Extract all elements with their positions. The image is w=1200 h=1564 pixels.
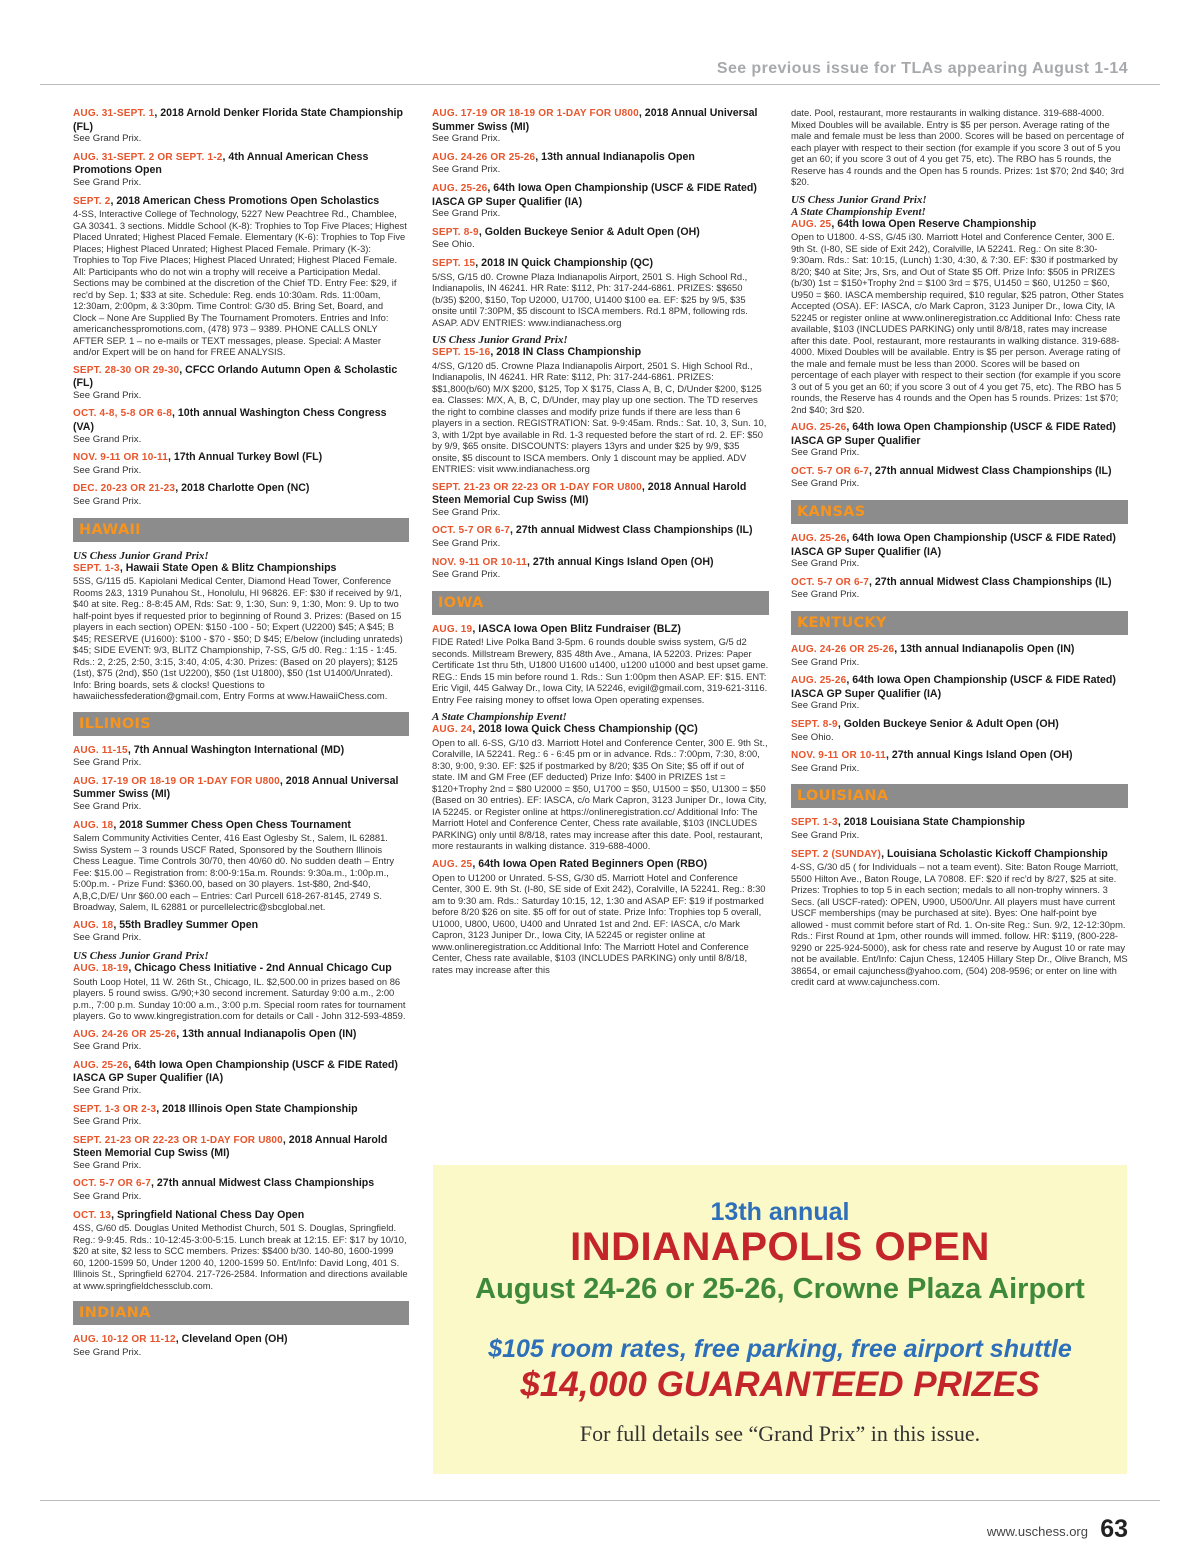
listing-details: See Grand Prix.: [73, 801, 142, 813]
listing-details: 4SS, G/60 d5. Douglas United Methodist Church, 501 S. Douglas, Springfield. Reg.: 9-9:45. Rds.: 10-12:45-3:00-5:15. Lunch break at 12:15. EF: $17 by 10/10, $20 at site, $2 less to SCC members. Prizes: $$400 b/30. 140-80, 1600-1999 60, 1200-1599 50, Under 1200 40, 1200-1599 50. Ent/Info: David Long, 401 S. Illinois St., Springfield 62704. 217-726-2584. Information and directions available at www.springfieldchessclub.com.: [73, 1222, 408, 1291]
listing-date: AUG. 10-12 OR 11-12: [73, 1334, 176, 1346]
listing-details: See Grand Prix.: [432, 538, 501, 549]
listing-date: SEPT. 1-3: [791, 817, 838, 829]
listing-date: SEPT. 2 (SUNDAY): [791, 848, 882, 860]
tournament-listing: [73, 482, 409, 507]
listing-heading: [73, 107, 409, 133]
listing-date: SEPT. 21-23 OR 22-23 OR 1-DAY FOR U800: [73, 1134, 283, 1146]
listing-title: , Cleveland Open (OH): [175, 1333, 288, 1346]
listing-details: See Ohio.: [791, 731, 834, 743]
tournament-listing: [73, 1209, 409, 1292]
listing-title: , 2018 Illinois Open State Championship: [156, 1102, 358, 1115]
listing-details: See Grand Prix.: [791, 558, 860, 570]
listing-title: , 27th annual Midwest Class Championships (IL): [869, 464, 1112, 477]
tournament-listing: [432, 556, 769, 581]
listing-heading: [432, 623, 769, 637]
listing-date: AUG. 24-26 OR 25-26: [791, 644, 895, 656]
listing-heading: [791, 576, 1128, 590]
listing-details: See Grand Prix.: [73, 1116, 142, 1128]
listing-date: AUG. 25-26: [73, 1059, 129, 1071]
listing-date: NOV. 9-11 OR 10-11: [791, 750, 886, 762]
listing-details: See Grand Prix.: [432, 569, 501, 581]
tournament-listing: [73, 407, 409, 445]
listing-details: See Grand Prix.: [791, 478, 860, 490]
listing-title: , 4th Annual American Chess Promotions Open: [73, 150, 369, 177]
listing-title: , 17th Annual Turkey Bowl (FL): [167, 451, 323, 464]
grand-prix-note: A State Championship Event!: [432, 711, 567, 724]
listing-title: , 2018 Arnold Denker Florida State Championship (FL): [73, 107, 403, 133]
listing-heading: [73, 1059, 409, 1085]
header-rule: [40, 84, 1160, 85]
tournament-listing: [791, 532, 1128, 570]
listing-heading: [73, 1209, 409, 1223]
listing-details: 5SS, G/115 d5. Kapiolani Medical Center, Diamond Head Tower, Conference Rooms 2&3, 1319 Punahou St., Honolulu, HI 96826. EF: $30 if received by 9/1, $40 at site. Reg.: 8-8:45 AM, Rds: Sat: 9, 1:30, Sun: 9, 1:30, Mon: 9. Up to two half-point byes if requested prior to beginning of Round 3. Prizes: (Based on 15 players in each section) OPEN: $150 -100 - 50; Expert (U2200) $45; A $45; B $45; RESERVE (U1600): $100 - $70 - $50; D $45; E/below (including unrateds) $45; SIDE EVENT: 9/3, BLITZ Championship, 7-SS, G/5 d0. Reg.: 1:15 - 1:45. Rds.: 2, 2:25, 2:50, 3:15, 3:40, 4:05, 4:30. Prizes: (Based on 20 players); $125 (1st), $75 (2nd), $50 (1st U2200), $50 (1st U1800), $50 (1st U1400/Unrated). Info: Bring boards, sets & clocks! Questions to hawaiichessfederation@gmail.com, Entry Forms at www.HawaiiChess.com.: [73, 575, 403, 702]
tournament-listing: [432, 723, 769, 852]
listing-title: , 2018 American Chess Promotions Open Scholastics: [110, 194, 380, 207]
listing-details: See Ohio.: [432, 239, 475, 251]
tournament-listing: [432, 623, 769, 706]
tournament-listing: [73, 775, 409, 813]
listing-details: See Grand Prix.: [73, 433, 142, 445]
listing-details: FIDE Rated! Live Polka Band 3-5pm. 6 rounds double swiss system, G/5 d2 seconds. Millstream Brewery, 835 48th Ave., Amana, IA 52203. Prizes: Paper Certificate 1st thru 5th, U1800 U1600 u1400, u1200 u1000 and best upset game. REG.: Ends 15 min before round 1. Rds.: Sun 1:00pm then ASAP. EF: $15. ENT: Eric Vigil, 445 Galway Dr., Iowa City, IA 52246, evigil@gmail.com, 319-621-3116. Entry Fee raising money to offset Iowa Open operating expenses.: [432, 636, 769, 705]
state-heading: KENTUCKY: [791, 611, 1128, 635]
listing-date: SEPT. 1-3 OR 2-3: [73, 1103, 157, 1115]
listing-title: , 10th annual Washington Chess Congress (VA): [73, 407, 387, 434]
listing-details: See Grand Prix.: [791, 656, 860, 668]
listing-title: , 27th annual Midwest Class Championships (IL): [869, 575, 1112, 588]
listing-details: See Grand Prix.: [73, 1346, 142, 1358]
listing-details: See Grand Prix.: [791, 447, 860, 459]
grand-prix-note: US Chess Junior Grand Prix!: [73, 549, 209, 562]
listing-date: AUG. 24-26 OR 25-26: [432, 151, 536, 163]
tournament-listing: [73, 107, 409, 145]
tournament-listing: [432, 257, 769, 328]
listing-date: SEPT. 15-16: [432, 347, 491, 359]
listing-heading: [73, 1177, 409, 1191]
listing-heading: [791, 718, 1128, 732]
listing-details: See Grand Prix.: [73, 464, 142, 476]
listing-title: , 64th Iowa Open Rated Beginners Open (RBO): [472, 857, 708, 870]
column-left: [73, 107, 409, 1364]
listing-date: AUG. 24: [432, 724, 473, 736]
listing-date: AUG. 31-SEPT. 1: [73, 108, 155, 119]
listing-heading: [73, 775, 409, 801]
listing-heading: [432, 346, 769, 360]
tournament-listing: [73, 819, 409, 913]
listing-details: See Grand Prix.: [791, 829, 860, 841]
listing-heading: [73, 1028, 409, 1042]
listing-heading: [791, 749, 1128, 763]
listing-details: 4-SS, G/30 d5 ( for Individuals – not a team event). Site: Baton Rouge Marriott, 5500 Hilton Ave., Baton Rouge, LA 70808. EF: $20 if rec'd by 8/27, $25 at site. Prizes: Trophies to top 5 in each section; medals to all non-trophy winners. 3 Secs. (all USCF-rated): OPEN, U900, U500/Unr. All players must have current USCF memberships (may be purchased at site). Byes: One half-point bye allowed - must commit before start of Rd. 1. On-site Reg.: Sun. 9/2, 12-12:30pm. Rds.: First Round at 1pm, other rounds will immed. follow. HR: $119, (800-228-9290 or 225-924-5000), ask for chess rate and reserve by August 10 or rate may not be available. Ent/Info: Cajun Chess, 12405 Hillary Step Dr., Olive Branch, MS 38654, or email cajunchess@yahoo.com, (504) 208-9596; or enter on line with credit card at www.cajunchess.com.: [791, 861, 1128, 988]
tournament-listing: [432, 151, 769, 176]
listing-heading: [73, 562, 409, 576]
tournament-listing: [73, 151, 409, 189]
listing-title: , Hawaii State Open & Blitz Championships: [119, 561, 337, 574]
listing-date: SEPT. 8-9: [791, 719, 838, 730]
tournament-listing: [791, 674, 1128, 712]
listing-title: , 2018 IN Class Championship: [490, 346, 642, 359]
tournament-listing: [791, 643, 1128, 668]
listing-details: See Grand Prix.: [73, 1084, 142, 1096]
listing-details: 4/SS, G/120 d5. Crowne Plaza Indianapolis Airport, 2501 S. High School Rd., Indianapolis, IN 46241. HR Rate: $112, Ph: 317-244-6861. PRIZES: $$1,800(b/60) M/X $200, $125, Top X $175, Class A, B, C, D/Under $200, $125 ea. Classes: M/X, A, B, C, D/Under, may play up one section. The TD reserves the right to combine classes and modify prize funds if there are less than 6 players in a section. REGISTRATION: Sat. 9-9:45am. Rnds.: Sat. 10, 3, Sun. 10, 3, with 1/2pt bye available in Rd. 1-3 requested before the start of rd. 2. EF: $50 by 9/9, $65 onsite. DISCOUNTS: players 13yrs and under $25 by 9/9, $35 onsite, $5 discount to ISCA members. Only 1 discount may be applied. ADV ENTRIES: visit www.indianachess.org: [432, 359, 767, 475]
ad-amenities: $105 room rates, free parking, free airport shuttle: [488, 1335, 1072, 1363]
indianapolis-open-ad: [433, 1165, 1127, 1474]
listing-details: See Grand Prix.: [73, 932, 142, 944]
state-heading: LOUISIANA: [791, 784, 1128, 808]
listing-details: See Grand Prix.: [73, 1191, 142, 1203]
listing-date: AUG. 25-26: [791, 533, 847, 545]
state-heading: HAWAII: [73, 518, 409, 542]
listing-title: , Golden Buckeye Senior & Adult Open (OH): [478, 225, 700, 238]
listing-details: See Grand Prix.: [73, 133, 142, 145]
listing-details: Salem Community Activities Center, 416 East Oglesby St., Salem, IL 62881. Swiss System – 3 rounds USCF Rated, Sponsored by the Southern Illinois Chess League. Time Controls 30/70, then 40/60 d0. No sudden death – Entry Fee: $15.00 – Registration from: 8:00-9:15a.m. Rounds: 9:30a.m., 1:00p.m., 5:00p.m. - Prize Fund: $360.00, based on 30 players. 1st-$80, 2nd-$40, A,B,C,D/E/ Unr $60.00 each – Entries: Carl Purcell 618-267-8145, 2749 S. Broadway, Salem, IL 62881 or purcellelectric@sbcglobal.net.: [73, 832, 395, 913]
listing-heading: [73, 819, 409, 833]
tournament-listing: [432, 226, 769, 251]
state-heading: IOWA: [432, 591, 769, 615]
listing-details: South Loop Hotel, 11 W. 26th St., Chicago, IL. $2,500.00 in prizes based on 86 players. 5 round swiss. G/90;+30 second increment. Saturday 9:00 a.m., 2:00 p.m., 7:00 p.m. Sunday 10:00 a.m., 3:00 p.m. Special room rates for tournament players. Go to www.kingregistration.com for details or Call - John 312-593-4859.: [73, 975, 406, 1022]
listing-heading: [73, 407, 409, 433]
listing-heading: [791, 816, 1128, 830]
listing-date: OCT. 5-7 OR 6-7: [791, 465, 870, 477]
listing-date: AUG. 18: [73, 819, 114, 831]
listing-date: DEC. 20-23 OR 21-23: [73, 483, 176, 495]
tournament-listing: [73, 562, 409, 702]
grand-prix-note: US Chess Junior Grand Prix!: [791, 193, 927, 206]
ad-dates-venue: August 24-26 or 25-26, Crowne Plaza Airport: [475, 1273, 1085, 1305]
listing-date: OCT. 5-7 OR 6-7: [432, 525, 511, 537]
listing-heading: [73, 1134, 409, 1160]
tournament-listing: [73, 1333, 409, 1358]
listing-details: See Grand Prix.: [791, 762, 860, 774]
footer-rule: [40, 1500, 1160, 1501]
listing-title: , 27th annual Midwest Class Championships (IL): [510, 524, 753, 537]
listing-date: AUG. 25-26: [432, 182, 488, 194]
listing-details: Open to all. 6-SS, G/10 d3. Marriott Hotel and Conference Center, 300 E. 9th St., Coralville, IA 52241. Reg.: 6 - 6:45 pm or in advance. Rds.: 7:00pm, 7:30, 8:00, 8:30, 9:00, 9:30. EF: $25 if postmarked by 8/20; $35 On Site; $5 off if out of state. IM and GM Free (EF deducted) Prize Info: $400 in PRIZES 1st = $120+Trophy 2nd = $80 U2000 = $50, U1700 = $50, U1500 = $50, U1300 = $50 (Based on 30 entries). EF: IASCA, c/o Mark Capron, 3123 Juniper Dr., Iowa City, IA 52245. or Register online at https://onlineregistration.cc/ Additional Info: The Marriott Hotel and Conference Center, Chess rate available, $103 (INCLUDES PARKING) only until 8/8/18, rates may increase after this date. Pool, restaurant, more restaurants in walking distance. 319-688-4000.: [432, 736, 768, 852]
grand-prix-note: US Chess Junior Grand Prix!: [432, 334, 568, 347]
listing-title: , 2018 IN Quick Championship (QC): [475, 256, 654, 269]
tournament-listing: [73, 962, 409, 1022]
footer-url[interactable]: www.uschess.org: [986, 1524, 1088, 1539]
tournament-listing: [432, 524, 769, 549]
state-heading: KANSAS: [791, 500, 1128, 524]
listing-heading: [432, 151, 769, 165]
page-header: See previous issue for TLAs appearing August 1-14: [716, 60, 1128, 77]
listing-details: Open to U1800. 4-SS, G/45 i30. Marriott Hotel and Conference Center, 300 E. 9th St. (I-80, SE side of Exit 242), Coralville, IA 52241. Reg.: On site 8:30-9:30am. Rds.: Sat: 10:15, (Lunch) 1:30, 4:30, & 7:30. EF: $30 if postmarked by 8/20; $40 at Site; Jrs, Srs, and Out of State $5 Off. Prize Info: $505 in PRIZES (b/30) 1st = $150+Trophy 2nd = $100 3rd = $75, U1450 = $60, U1250 = $60, U950 = $60. IASCA membership required, $10 regular, $25 patron, Other States Accepted (OSA). EF: IASCA, c/o Mark Capron, 3123 Juniper Dr., Iowa City, IA 52245 or register online at www.onlineregistration.cc Additional Info: Chess rate available, $103 (INCLUDES PARKING) only until 8/8/18, rates may increase after this date. Pool, restaurant, more restaurants in walking distance. 319-688- 4000. Mixed Doubles will be available. Entry is $5 per person. Average rating of the male and female must be less than 2000. Scores will be based on percentage of each player with respect to their section (for example if you score 3 out of 5 you get an 60; if you score 3 out of 4 you get 75, etc). The RBO has 5 rounds, the Reserve has 4 rounds and the Open has 5 rounds. Prizes: 1st $70; 2nd $40; 3rd $20.: [791, 231, 1124, 415]
listing-title: , 2018 Annual Universal Summer Swiss (MI): [73, 774, 399, 801]
listing-details: 5/SS, G/15 d0. Crowne Plaza Indianapolis Airport, 2501 S. High School Rd., Indianapolis, IN 46241. HR Rate: $112, Ph: 317-244-6861. PRIZES: $$650 (b/35) $200, $150, Top U2000, U1700, U1400 $100 ea. EF: $25 by 9/5, $35 onsite until 7:30PM, $5 discount to ISCA members. Rd.1 8PM, following rds. ASAP. ADV ENTRIES: www.indianachess.org: [432, 270, 748, 328]
listing-title: , 64th Iowa Open Championship (USCF & FIDE Rated) IASCA GP Super Qualifier (IA): [791, 674, 1116, 700]
listing-date: AUG. 25-26: [791, 422, 847, 434]
listing-date: SEPT. 2: [73, 195, 111, 207]
listing-date: SEPT. 28-30 OR 29-30: [73, 364, 180, 376]
listing-title: , Springfield National Chess Day Open: [111, 1208, 305, 1221]
listing-heading: [73, 364, 409, 390]
listing-heading: [791, 218, 1128, 232]
listing-date: OCT. 13: [73, 1209, 112, 1221]
listing-title: , 55th Bradley Summer Open: [113, 918, 259, 931]
ad-note: For full details see “Grand Prix” in this issue.: [579, 1421, 981, 1446]
listing-heading: [432, 556, 769, 570]
tournament-listing: [791, 465, 1128, 490]
listing-title: , 2018 Annual Harold Steen Memorial Cup Swiss (MI): [73, 1133, 388, 1160]
listing-heading: [73, 1103, 409, 1117]
listing-heading: [73, 151, 409, 177]
listing-details: See Grand Prix.: [73, 1159, 142, 1171]
listing-title: , Golden Buckeye Senior & Adult Open (OH): [837, 718, 1059, 730]
listing-date: SEPT. 21-23 OR 22-23 OR 1-DAY FOR U800: [432, 481, 642, 493]
listing-date: OCT. 5-7 OR 6-7: [791, 576, 870, 588]
listing-details: See Grand Prix.: [432, 133, 501, 145]
listing-details: See Grand Prix.: [432, 208, 501, 220]
listing-date: NOV. 9-11 OR 10-11: [432, 556, 527, 568]
listing-title: , 2018 Louisiana State Championship: [837, 816, 1026, 829]
listing-title: , 64th Iowa Open Championship (USCF & FIDE Rated) IASCA GP Super Qualifier (IA): [432, 181, 757, 208]
listing-heading: [73, 195, 409, 209]
listing-title: , Louisiana Scholastic Kickoff Championship: [881, 847, 1108, 860]
tournament-listing: [73, 919, 409, 944]
listing-title: , 27th annual Kings Island Open (OH): [885, 749, 1073, 762]
tournament-listing: [432, 858, 769, 975]
ad-prizes: $14,000 GUARANTEED PRIZES: [520, 1365, 1040, 1404]
listing-details: See Grand Prix.: [432, 506, 501, 518]
listing-date: OCT. 4-8, 5-8 OR 6-8: [73, 408, 173, 420]
listing-title: , 13th annual Indianapolis Open (IN): [894, 643, 1075, 656]
listing-details: See Grand Prix.: [791, 700, 860, 712]
tournament-listing: [791, 218, 1128, 416]
listing-date: AUG. 17-19 OR 18-19 OR 1-DAY FOR U800: [73, 775, 280, 787]
listing-heading: [73, 962, 409, 976]
listing-title: , 2018 Annual Harold Steen Memorial Cup Swiss (MI): [432, 480, 747, 507]
tournament-listing: [73, 1059, 409, 1097]
grand-prix-note: US Chess Junior Grand Prix!: [73, 949, 209, 962]
tournament-listing: [73, 451, 409, 476]
listing-date: AUG. 25: [432, 858, 473, 870]
listing-title: , 13th annual Indianapolis Open: [535, 150, 695, 163]
listing-heading: [73, 1333, 409, 1347]
listing-details: Open to U1200 or Unrated. 5-SS, G/30 d5. Marriott Hotel and Conference Center, 300 E. 9th St. (I-80, SE side of Exit 242), Coralville, IA 52241. Reg.: 8:30 am to 9:30 am. Rds.: Saturday 10:15, 12, 1:30 and ASAP EF: $19 if postmarked before 8/20 $26 on site. $5 off for out of state. Prize Info: Trophies top 5 overall, U1000, U800, U600, U400 and Unrated 1st and 2nd. EF: IASCA, c/o Mark Capron, 3123 Juniper Dr., Iowa City, IA 52245 or register online at www.onlineregistration.cc Additional Info: The Marriott Hotel and Conference Center, Chess rate available, $103 (INCLUDES PARKING) only until 8/8/18, rates may increase after this: [432, 871, 766, 975]
listing-heading: [432, 858, 769, 872]
listing-date: SEPT. 1-3: [73, 562, 120, 574]
listing-heading: [432, 257, 769, 271]
listing-heading: [432, 107, 769, 133]
listing-heading: [73, 744, 409, 758]
tournament-listing: [73, 744, 409, 769]
listing-date: AUG. 11-15: [73, 744, 128, 756]
listing-title: , 2018 Summer Chess Open Chess Tournament: [113, 818, 351, 831]
listing-title: , 2018 Charlotte Open (NC): [175, 482, 310, 495]
listing-title: , 64th Iowa Open Championship (USCF & FIDE Rated) IASCA GP Super Qualifier (IA): [73, 1058, 398, 1085]
tournament-listing: [791, 576, 1128, 601]
listing-details: See Grand Prix.: [73, 176, 142, 188]
listing-heading: [791, 532, 1128, 558]
listing-heading: [791, 643, 1128, 657]
listing-title: , CFCC Orlando Autumn Open & Scholastic (FL): [73, 363, 398, 390]
listing-date: OCT. 5-7 OR 6-7: [73, 1178, 152, 1190]
tournament-listing: [73, 195, 409, 358]
listing-heading: [791, 674, 1128, 700]
tournament-listing: [73, 1028, 409, 1053]
listing-date: AUG. 25: [791, 218, 832, 230]
column-right: [791, 107, 1128, 994]
listing-heading: [791, 465, 1128, 479]
listing-date: AUG. 18: [73, 919, 114, 931]
page-number: 63: [1100, 1515, 1128, 1543]
listing-heading: [791, 421, 1128, 447]
listing-title: , 7th Annual Washington International (MD): [127, 743, 345, 756]
tournament-listing: [73, 1177, 409, 1202]
tournament-listing: [791, 421, 1128, 459]
tournament-listing: [791, 848, 1128, 988]
listing-date: AUG. 25-26: [791, 675, 847, 687]
tournament-listing: [432, 481, 769, 519]
listing-title: , 64th Iowa Open Championship (USCF & FIDE Rated) IASCA GP Super Qualifier: [791, 421, 1116, 447]
listing-heading: [432, 723, 769, 737]
listing-title: , 27th annual Midwest Class Championships: [151, 1177, 375, 1190]
listing-details: See Grand Prix.: [73, 389, 142, 401]
listing-heading: [791, 848, 1128, 862]
listing-heading: [432, 524, 769, 538]
listing-title: , 2018 Iowa Quick Chess Championship (QC): [472, 723, 698, 736]
listing-title: , 64th Iowa Open Reserve Championship: [831, 217, 1037, 230]
ad-title: INDIANAPOLIS OPEN: [570, 1225, 990, 1269]
listing-date: AUG. 18-19: [73, 962, 129, 974]
tournament-listing: [791, 718, 1128, 743]
listing-date: AUG. 24-26 OR 25-26: [73, 1028, 177, 1040]
listing-details: See Grand Prix.: [73, 757, 142, 769]
state-heading: ILLINOIS: [73, 712, 409, 736]
listing-details: See Grand Prix.: [73, 496, 142, 507]
listing-heading: [73, 919, 409, 933]
listing-heading: [432, 226, 769, 240]
listing-date: AUG. 19: [432, 623, 473, 635]
listing-continued: date. Pool, restaurant, more restaurants in walking distance. 319-688-4000. Mixed Doubles will be available. Entry is $5 per person. Average rating of the male and female must be less than 2000. Scores will be based on percentage of each player with respect to their section (for example if you score 3 out of 5 you get an 60; if you score 3 out of 4 you get 75, etc). The RBO has 5 rounds, the Reserve has 4 rounds and the Open has 5 rounds. Prizes: 1st $70; 2nd $40; 3rd $20.: [791, 107, 1125, 187]
listing-title: , IASCA Iowa Open Blitz Fundraiser (BLZ): [472, 622, 681, 635]
listing-heading: [73, 482, 409, 496]
tournament-listing: [432, 107, 769, 145]
tournament-listing: [791, 816, 1128, 841]
listing-date: AUG. 17-19 OR 18-19 OR 1-DAY FOR U800: [432, 108, 639, 119]
grand-prix-note: A State Championship Event!: [791, 205, 926, 218]
listing-title: , 27th annual Kings Island Open (OH): [526, 555, 714, 568]
listing-date: SEPT. 15: [432, 257, 476, 269]
column-middle: [432, 107, 769, 981]
listing-date: NOV. 9-11 OR 10-11: [73, 452, 168, 464]
ad-edition: 13th annual: [710, 1198, 850, 1226]
tournament-listing: [432, 182, 769, 220]
listing-title: , 13th annual Indianapolis Open (IN): [176, 1027, 357, 1040]
tournament-listing: [73, 1134, 409, 1172]
listing-title: , Chicago Chess Initiative - 2nd Annual Chicago Cup: [128, 961, 392, 974]
tournament-listing: [791, 749, 1128, 774]
listing-title: , 64th Iowa Open Championship (USCF & FIDE Rated) IASCA GP Super Qualifier (IA): [791, 532, 1116, 558]
tournament-listing: [73, 364, 409, 402]
listing-details: See Grand Prix.: [432, 164, 501, 176]
state-heading: INDIANA: [73, 1301, 409, 1325]
listing-date: AUG. 31-SEPT. 2 OR SEPT. 1-2: [73, 151, 223, 163]
listing-details: 4-SS, Interactive College of Technology, 5227 New Peachtree Rd., Chamblee, GA 30341. 3 sections. Middle School (K-8): Trophies to Top Five Places; Highest Placed Unrated; Highest Placed Female. Elementary (K-6): Trophies to Top Five Places; Highest Placed Unrated; Highest Placed Female. Primary (K-3): Trophies to Top Five Places; Highest Placed Unrated; Highest Placed Female. All: Participants who do not win a trophy will receive a Participation Medal. Sections may be combined at the discretion of the Chief TD. Entry Fee: $29, if rec'd by Sep. 1; $33 at site. Schedule: Reg. ends 10:30am. Rds. 11:00am, 12:30am, 2:00pm, & 3:30pm. Time Control: G/30 d5. Bring Set, Board, and Clock – None Are Supplied By The Tournament Promoters. Entries and Info: americanchesspromotions.com, (478) 973 – 9389. PHONE CALLS ONLY AFTER SEP. 1 – no e-mails or TEXT messages, please. Special: A Master and/or Expert will be on hand for FREE ANALYSIS.: [73, 208, 407, 358]
listing-date: SEPT. 8-9: [432, 226, 479, 238]
tournament-listing: [432, 346, 769, 475]
listing-details: See Grand Prix.: [791, 589, 860, 601]
tournament-listing: [73, 1103, 409, 1128]
listing-heading: [73, 451, 409, 465]
listing-details: See Grand Prix.: [73, 1041, 142, 1053]
listing-title: , 2018 Annual Universal Summer Swiss (MI): [432, 107, 758, 133]
listing-heading: [432, 182, 769, 208]
listing-heading: [432, 481, 769, 507]
